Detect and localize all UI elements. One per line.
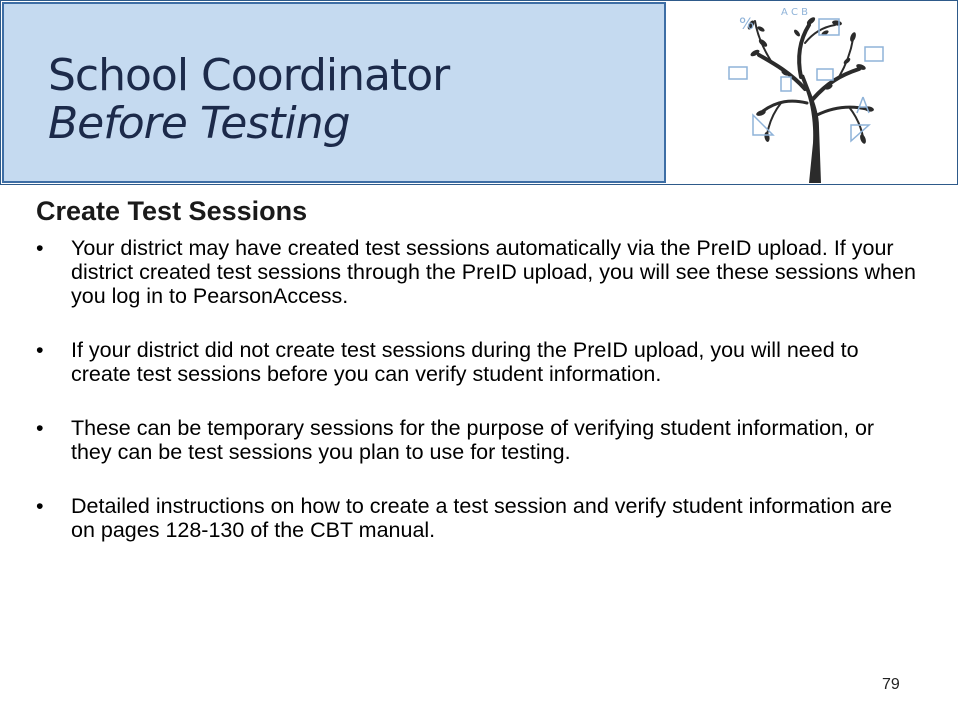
bullet-text: If your district did not create test sessions during the PreID upload, you will need to create test sessions before you can verify student information. bbox=[71, 338, 859, 386]
education-tree-illustration bbox=[701, 3, 901, 183]
section-heading: Create Test Sessions bbox=[36, 196, 308, 226]
bullet-marker: • bbox=[36, 338, 44, 362]
bullet-text: Detailed instructions on how to create a test session and verify student information are on pages 128-130 of the CBT manual. bbox=[71, 494, 893, 542]
book-stack-icon bbox=[729, 67, 747, 79]
laptop-icon bbox=[817, 69, 833, 80]
bullet-marker: • bbox=[36, 236, 44, 260]
bullet-marker: • bbox=[36, 494, 44, 518]
bullet-list bbox=[36, 236, 916, 572]
list-item bbox=[36, 416, 916, 464]
title-line-1: School Coordinator bbox=[48, 50, 450, 101]
calculator-icon bbox=[781, 77, 791, 91]
list-item bbox=[36, 494, 916, 542]
list-item bbox=[36, 338, 916, 386]
bullet-text: Your district may have created test sessions automatically via the PreID upload. If your district created test sessions through the PreID upload, you will see these sessions when you log in to PearsonAccess. bbox=[71, 236, 916, 308]
bullet-marker: • bbox=[36, 416, 44, 440]
title-line-2: Before Testing bbox=[48, 98, 350, 149]
title-panel bbox=[2, 2, 666, 183]
percent-icon: % bbox=[739, 14, 755, 33]
list-item bbox=[36, 236, 916, 308]
slide-title bbox=[48, 52, 449, 148]
abc-letters-icon: A C B bbox=[781, 7, 809, 18]
header-band bbox=[0, 0, 958, 185]
tree-trunk bbox=[799, 73, 821, 183]
open-book-icon bbox=[865, 47, 883, 61]
page-number: 79 bbox=[882, 676, 900, 693]
bullet-text: These can be temporary sessions for the purpose of verifying student information, or they can be test sessions you plan to use for testing. bbox=[71, 416, 875, 464]
